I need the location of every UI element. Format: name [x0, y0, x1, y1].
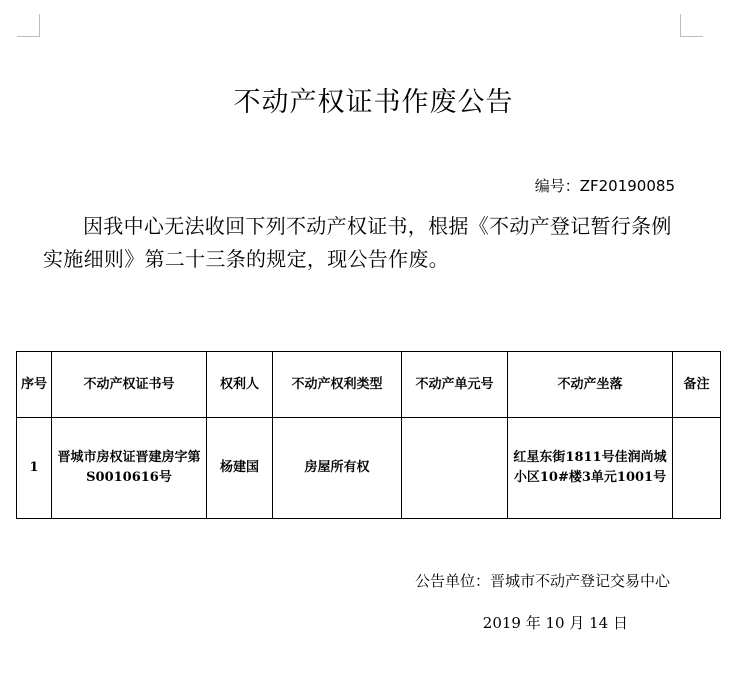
header-owner: 权利人	[207, 352, 273, 418]
announcement-date: 2019 年 10 月 14 日	[482, 614, 628, 632]
cell-seq: 1	[17, 418, 52, 519]
header-remark: 备注	[673, 352, 721, 418]
document-title: 不动产权证书作废公告	[233, 87, 514, 118]
table-header-row	[17, 352, 721, 418]
page-corner-mark-top-left	[17, 14, 40, 37]
notice-table	[16, 351, 721, 519]
cell-remark	[673, 418, 721, 519]
header-right-type: 不动产权利类型	[273, 352, 402, 418]
page-corner-mark-top-right	[680, 14, 703, 37]
document-number: 编号：ZF20190085	[534, 177, 675, 195]
notice-paragraph: 因我中心无法收回下列不动产权证书，根据《不动产登记暂行条例实施细则》第二十三条的规定，现公告作废。	[43, 214, 672, 271]
header-certificate-number: 不动产权证书号	[52, 352, 207, 418]
header-seq: 序号	[17, 352, 52, 418]
announcing-unit: 公告单位：晋城市不动产登记交易中心	[414, 572, 670, 590]
cell-right-type: 房屋所有权	[273, 418, 402, 519]
header-location: 不动产坐落	[508, 352, 673, 418]
cell-owner: 杨建国	[207, 418, 273, 519]
cell-location: 红星东街1811号佳润尚城小区10#楼3单元1001号	[508, 418, 673, 519]
table-row	[17, 418, 721, 519]
cell-unit-number	[402, 418, 508, 519]
cell-certificate-number: 晋城市房权证晋建房字第S0010616号	[52, 418, 207, 519]
header-unit-number: 不动产单元号	[402, 352, 508, 418]
